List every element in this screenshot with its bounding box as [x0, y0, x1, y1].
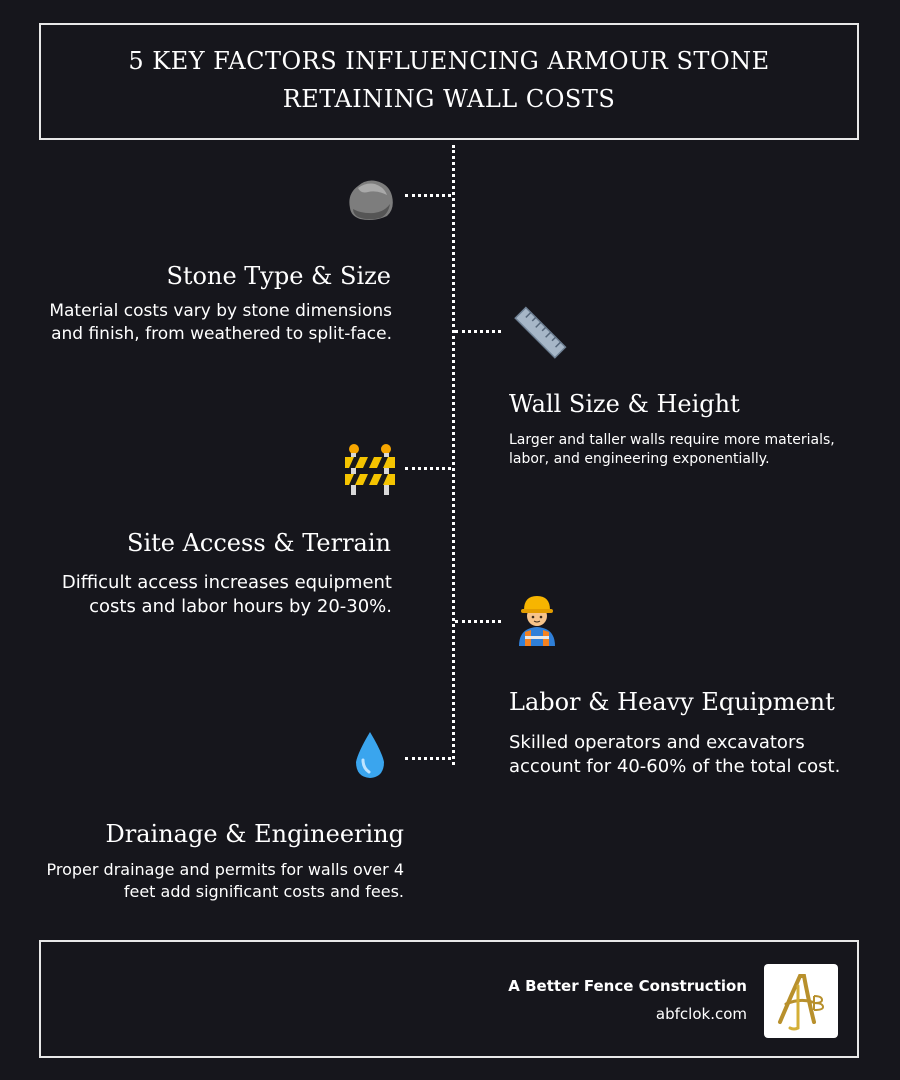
ruler-icon — [512, 305, 568, 361]
title-line-1: 5 KEY FACTORS INFLUENCING ARMOUR STONE — [128, 47, 770, 75]
title-box — [39, 23, 859, 140]
wall-size-description: Larger and taller walls require more materials, labor, and engineering exponentially. — [509, 432, 835, 467]
stone-type-description: Material costs vary by stone dimensions and finish, from weathered to split-face. — [49, 301, 392, 344]
construction-barrier-icon — [343, 443, 397, 495]
title-line-2: RETAINING WALL COSTS — [282, 85, 616, 113]
rock-icon — [344, 176, 396, 222]
footer-box — [39, 940, 859, 1058]
site-access-heading: Site Access & Terrain — [127, 529, 391, 557]
drainage-heading: Drainage & Engineering — [105, 820, 404, 848]
connector-drainage — [405, 757, 451, 760]
connector-wall-size — [455, 330, 501, 333]
water-droplet-icon — [352, 730, 388, 780]
wall-size-heading: Wall Size & Height — [509, 390, 740, 418]
logo-monogram-icon — [764, 964, 838, 1038]
timeline-spine — [452, 145, 455, 765]
connector-labor — [455, 620, 501, 623]
construction-worker-icon — [515, 592, 559, 646]
connector-site-access — [405, 467, 451, 470]
stone-type-heading: Stone Type & Size — [166, 262, 391, 290]
connector-stone — [405, 194, 451, 197]
labor-heading: Labor & Heavy Equipment — [509, 688, 835, 716]
drainage-description: Proper drainage and permits for walls over 4 feet add significant costs and fees. — [46, 860, 404, 901]
labor-description: Skilled operators and excavators account for 40-60% of the total cost. — [509, 732, 841, 778]
company-url[interactable]: abfclok.com — [655, 1005, 747, 1023]
site-access-description: Difficult access increases equipment costs and labor hours by 20-30%. — [61, 572, 392, 618]
company-name: A Better Fence Construction — [508, 977, 747, 995]
company-logo — [764, 964, 838, 1038]
